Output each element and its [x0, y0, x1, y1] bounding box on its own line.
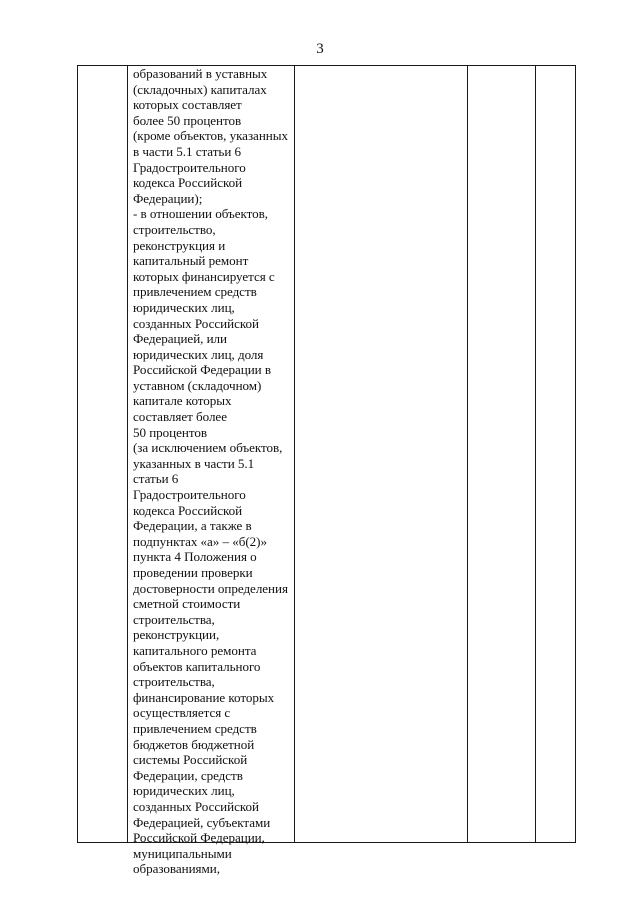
- text-line: осуществляется с: [133, 705, 231, 721]
- text-line: Федерации, а также в: [133, 518, 252, 534]
- text-line: строительства,: [133, 611, 215, 627]
- text-line: которых финансируется с: [133, 268, 275, 284]
- column-divider: [535, 66, 536, 842]
- text-line: финансирование которых: [133, 689, 275, 705]
- text-line: уставном (складочном): [133, 377, 262, 393]
- text-line: статьи 6: [133, 471, 179, 487]
- text-line: созданных Российской: [133, 315, 259, 331]
- text-line: Федерации);: [133, 190, 203, 206]
- document-table: [77, 65, 576, 877]
- text-line: Федерацией, субъектами: [133, 814, 271, 830]
- text-line: образованиями,: [133, 861, 220, 877]
- text-line: объектов капитального: [133, 658, 261, 674]
- text-line: которых составляет: [133, 97, 242, 113]
- text-line: пункта 4 Положения о: [133, 549, 257, 565]
- text-line: юридических лиц,: [133, 299, 235, 315]
- text-line: строительство,: [133, 221, 216, 237]
- text-line: достоверности определения: [133, 580, 288, 596]
- text-line: кодекса Российской: [133, 175, 243, 191]
- text-line: (кроме объектов, указанных: [133, 128, 288, 144]
- text-line: Федерации, средств: [133, 767, 243, 783]
- text-line: кодекса Российской: [133, 502, 243, 518]
- text-line: реконструкция и: [133, 237, 226, 253]
- text-line: капитальный ремонт: [133, 253, 249, 269]
- text-line: 50 процентов: [133, 424, 207, 440]
- text-line: реконструкции,: [133, 627, 220, 643]
- text-line: сметной стоимости: [133, 596, 241, 612]
- text-line: созданных Российской: [133, 798, 259, 814]
- text-line: подпунктах «а» – «б(2)»: [133, 533, 267, 549]
- text-line: Федерацией, или: [133, 331, 227, 347]
- table-cell-text: [133, 66, 293, 877]
- text-line: (складочных) капиталах: [133, 81, 267, 97]
- text-line: образований в уставных: [133, 66, 268, 81]
- text-line: в части 5.1 статьи 6: [133, 143, 241, 159]
- text-line: бюджетов бюджетной: [133, 736, 255, 752]
- text-line: юридических лиц,: [133, 783, 235, 799]
- text-line: (за исключением объектов,: [133, 440, 283, 456]
- column-divider: [294, 66, 295, 842]
- text-line: составляет более: [133, 409, 227, 425]
- page-number: 3: [316, 41, 324, 57]
- text-line: Градостроительного: [133, 159, 246, 175]
- text-line: привлечением средств: [133, 284, 257, 300]
- text-line: Российской Федерации,: [133, 830, 265, 846]
- text-line: Градостроительного: [133, 487, 246, 503]
- text-line: Российской Федерации в: [133, 362, 271, 378]
- text-line: указанных в части 5.1: [133, 455, 255, 471]
- text-line: капитале которых: [133, 393, 232, 409]
- column-divider: [127, 66, 128, 842]
- text-line: более 50 процентов: [133, 112, 242, 128]
- text-line: - в отношении объектов,: [133, 206, 268, 222]
- text-line: привлечением средств: [133, 720, 257, 736]
- text-line: системы Российской: [133, 752, 248, 768]
- text-line: муниципальными: [133, 845, 232, 861]
- text-line: проведении проверки: [133, 565, 253, 580]
- text-line: юридических лиц, доля: [133, 346, 264, 362]
- text-line: капитального ремонта: [133, 642, 257, 658]
- column-divider: [467, 66, 468, 842]
- text-line: строительства,: [133, 674, 215, 690]
